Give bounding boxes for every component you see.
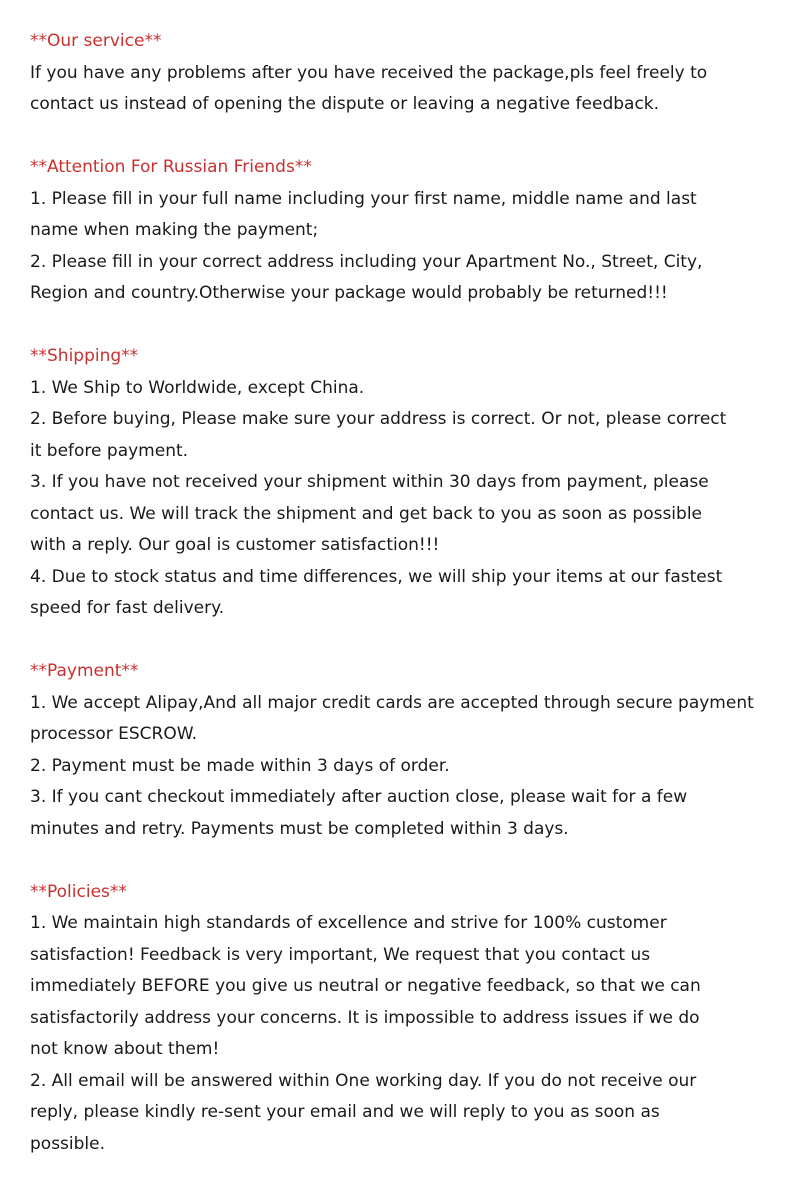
section-spacer [30, 310, 790, 342]
body-line: 2. All email will be answered within One working day. If you do not receive our [30, 1070, 697, 1091]
body-line: 1. We maintain high standards of excellence and strive for 100% customer [30, 913, 667, 933]
section-heading: **Policies** [30, 881, 127, 902]
body-line: 2. Payment must be made within 3 days of order. [30, 755, 450, 776]
section-russian-friends [30, 152, 790, 310]
section-heading: **Attention For Russian Friends** [30, 157, 312, 177]
body-line: name when making the payment; [30, 220, 319, 240]
section-spacer [30, 845, 790, 877]
section-spacer [30, 121, 790, 153]
section-heading: **Our service** [30, 31, 162, 51]
section-spacer [30, 625, 790, 657]
section-policies [30, 877, 790, 1161]
body-line: immediately BEFORE you give us neutral or negative feedback, so that we can [30, 976, 701, 996]
body-line: 3. If you cant checkout immediately after auction close, please wait for a few [30, 787, 688, 807]
body-line: 2. Please fill in your correct address including your Apartment No., Street, City, [30, 251, 703, 272]
body-line: with a reply. Our goal is customer satisfaction!!! [30, 535, 440, 555]
body-line: contact us instead of opening the dispute or leaving a negative feedback. [30, 94, 660, 114]
body-line: 4. Due to stock status and time differences, we will ship your items at our fastest [30, 566, 723, 587]
body-line: 3. If you have not received your shipment within 30 days from payment, please [30, 472, 709, 492]
body-line: speed for fast delivery. [30, 598, 225, 618]
body-line: minutes and retry. Payments must be completed within 3 days. [30, 818, 569, 839]
section-heading: **Payment** [30, 661, 139, 681]
body-line: 2. Before buying, Please make sure your address is correct. Or not, please correct [30, 409, 727, 429]
section-heading: **Shipping** [30, 346, 139, 366]
body-line: reply, please kindly re-sent your email and we will reply to you as soon as [30, 1102, 660, 1122]
body-line: satisfaction! Feedback is very important, We request that you contact us [30, 944, 651, 965]
body-line: If you have any problems after you have received the package,pls feel freely to [30, 62, 708, 83]
body-line: contact us. We will track the shipment and get back to you as soon as possible [30, 503, 703, 524]
body-line: Region and country.Otherwise your package would probably be returned!!! [30, 283, 668, 303]
section-our-service [30, 26, 790, 121]
body-line: 1. Please fill in your full name including your first name, middle name and last [30, 188, 697, 209]
body-line: possible. [30, 1133, 106, 1154]
body-line: 1. We Ship to Worldwide, except China. [30, 377, 365, 398]
body-line: it before payment. [30, 440, 189, 461]
body-line: satisfactorily address your concerns. It is impossible to address issues if we do [30, 1007, 700, 1028]
body-line: processor ESCROW. [30, 724, 197, 744]
section-payment [30, 656, 790, 845]
body-line: 1. We accept Alipay,And all major credit cards are accepted through secure payment [30, 692, 754, 713]
policy-document [30, 26, 790, 1160]
body-line: not know about them! [30, 1039, 220, 1059]
section-shipping [30, 341, 790, 625]
